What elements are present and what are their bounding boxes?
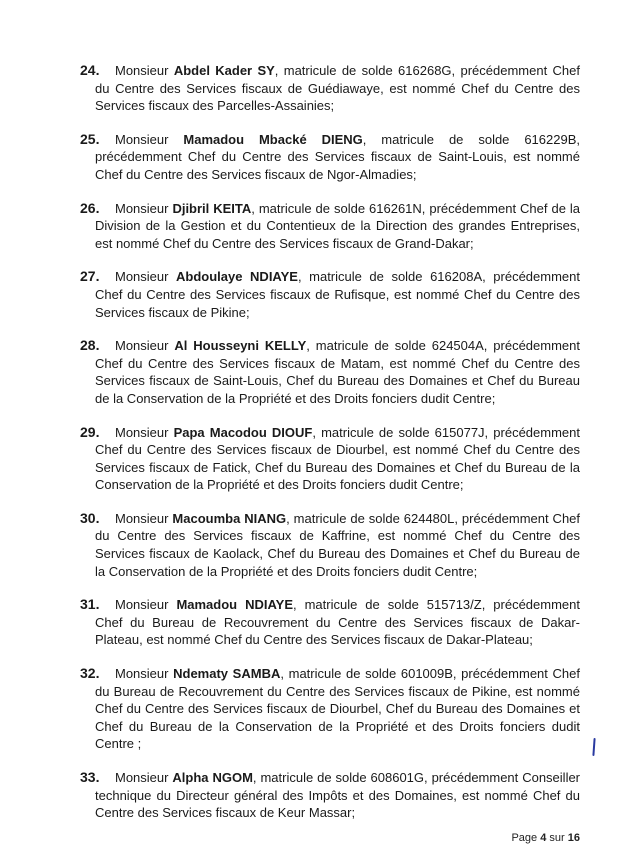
entry-number: 27.	[80, 268, 100, 285]
entry-title: Monsieur	[115, 597, 177, 613]
appointment-entry-26	[80, 200, 580, 253]
entry-text: , matricule de solde 624504A, précédemment Chef du Centre des Services fiscaux de Matam, est nommé Chef du Centre des Services fiscaux de Saint-Louis, Chef du Bureau des Domaines et Chef du Bureau de la Conservation de la Propriété et des Droits fonciers dudit Centre;	[95, 338, 580, 406]
entry-title: Monsieur	[115, 269, 177, 285]
entry-title: Monsieur	[115, 510, 173, 526]
entry-number: 29.	[80, 423, 100, 440]
entry-name: Mamadou Mbacké DIENG	[183, 131, 363, 147]
entry-text: , matricule de solde 616229B, précédemment Chef du Centre des Services fiscaux de Saint-Louis, est nommé Chef du Centre des Services fiscaux de Ngor-Almadies;	[95, 131, 580, 182]
entry-name: Alpha NGOM	[172, 770, 253, 785]
entry-number: 26.	[80, 199, 100, 216]
entry-title: Monsieur	[115, 200, 173, 216]
entry-name: Papa Macodou DIOUF	[173, 424, 313, 440]
appointment-entry-29	[80, 424, 580, 494]
appointment-entry-31	[80, 596, 580, 649]
pen-mark	[592, 738, 595, 756]
entry-title: Monsieur	[115, 424, 174, 440]
entry-name: Al Housseyni KELLY	[174, 338, 307, 354]
entry-text: , matricule de solde 615077J, précédemment Chef du Centre des Services fiscaux de Diourbel, est nommé Chef du Centre des Services fiscaux de Fatick, Chef du Bureau des Domaines et Chef du Bureau de la Conservation de la Propriété et des Droits fonciers dudit Centre;	[95, 424, 580, 493]
appointment-entry-32	[80, 665, 580, 753]
entry-number: 31.	[80, 596, 100, 613]
entry-title: Monsieur	[115, 131, 184, 147]
entry-text: , matricule de solde 616268G, précédemment Chef du Centre des Services fiscaux de Guédiawaye, est nommé Chef du Centre des Services fiscaux des Parcelles-Assainies;	[95, 63, 580, 114]
appointment-entry-27	[80, 268, 580, 321]
appointment-list	[80, 62, 580, 838]
entry-number: 30.	[80, 509, 100, 526]
entry-text: , matricule de solde 616208A, précédemment Chef du Centre des Services fiscaux de Rufisque, est nommé Chef du Centre des Services fiscaux de Pikine;	[95, 269, 580, 320]
entry-text: , matricule de solde 515713/Z, précédemment Chef du Bureau de Recouvrement du Centre des Services fiscaux de Dakar-Plateau, est nommé Chef du Centre des Services fiscaux de Dakar-Plateau;	[95, 597, 581, 648]
entry-title: Monsieur	[115, 63, 174, 78]
entry-name: Abdoulaye NDIAYE	[176, 269, 298, 285]
entry-number: 24.	[80, 62, 100, 78]
entry-name: Ndematy SAMBA	[173, 666, 281, 682]
page-total: 16	[567, 832, 580, 844]
entry-number: 25.	[80, 130, 100, 147]
entry-text: , matricule de solde 601009B, précédemment Chef du Bureau de Recouvrement du Centre des Services fiscaux de Pikine, est nommé Chef du Centre des Services fiscaux de Diourbel, Chef du Bureau des Domaines et Chef du Bureau de la Conservation de la Propriété et des Droits fonciers dudit Centre ;	[95, 666, 581, 752]
entry-title: Monsieur	[115, 338, 175, 354]
appointment-entry-24	[80, 62, 580, 115]
page-word: Page	[511, 832, 538, 844]
entry-text: , matricule de solde 624480L, précédemment Chef du Centre des Services fiscaux de Kaffrine, est nommé Chef du Centre des Services fiscaux de Kaolack, Chef du Bureau des Domaines et Chef du Bureau de la Conservation de la Propriété et des Droits fonciers dudit Centre;	[95, 510, 581, 579]
page-sep: sur	[549, 832, 565, 844]
entry-text: , matricule de solde 608601G, précédemment Conseiller technique du Directeur général des Impôts et des Domaines, est nommé Chef du Centre des Services fiscaux de Keur Massar;	[95, 770, 581, 821]
entry-name: Macoumba NIANG	[172, 510, 287, 526]
appointment-entry-30	[80, 510, 580, 580]
entry-name: Mamadou NDIAYE	[176, 597, 294, 613]
entry-number: 28.	[80, 337, 100, 354]
appointment-entry-25	[80, 131, 580, 184]
entry-title: Monsieur	[115, 770, 173, 785]
entry-title: Monsieur	[115, 666, 174, 682]
page-number	[511, 832, 580, 844]
entry-name: Djibril KEITA	[172, 200, 252, 216]
page-current: 4	[540, 832, 547, 844]
appointment-entry-33	[80, 769, 580, 822]
appointment-entry-28	[80, 337, 580, 407]
entry-number: 33.	[80, 769, 100, 785]
entry-text: , matricule de solde 616261N, précédemment Chef de la Division de la Gestion et du Contentieux de la Direction des grandes Entreprises, est nommé Chef du Centre des Services fiscaux de Grand-Dakar;	[95, 200, 581, 251]
entry-name: Abdel Kader SY	[173, 63, 275, 78]
entry-number: 32.	[80, 665, 100, 682]
